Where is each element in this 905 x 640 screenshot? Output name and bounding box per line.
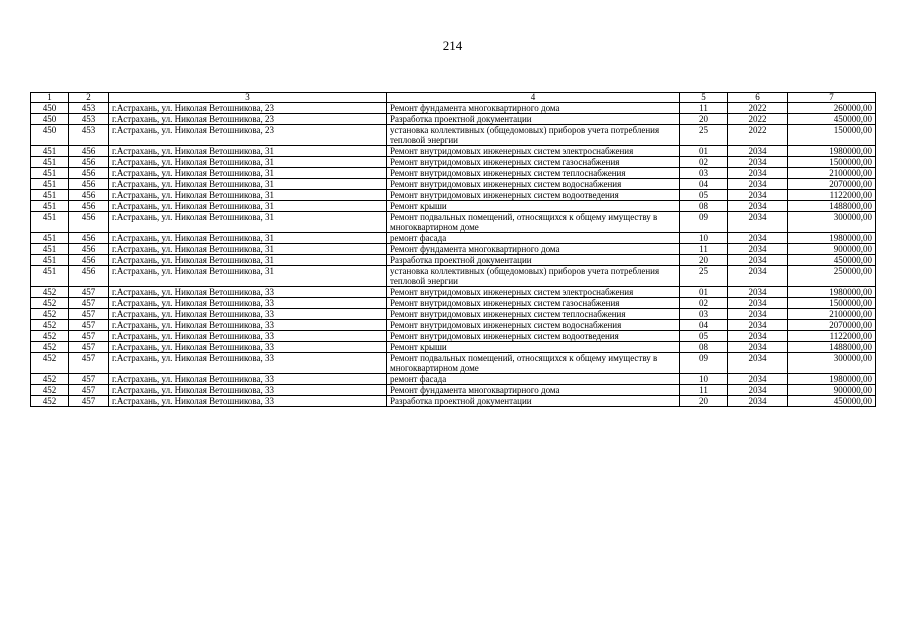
row-number-cell: 452: [31, 396, 69, 407]
row-number-cell: 452: [31, 342, 69, 353]
table-row: [31, 201, 876, 212]
address-cell: г.Астрахань, ул. Николая Ветошникова, 31: [109, 179, 387, 190]
work-code-cell: 11: [680, 385, 728, 396]
cost-cell: 300000,00: [788, 212, 876, 233]
work-code-cell: 10: [680, 374, 728, 385]
cost-cell: 450000,00: [788, 396, 876, 407]
work-code-cell: 04: [680, 179, 728, 190]
row-number-cell: 452: [31, 320, 69, 331]
house-id-cell: 456: [69, 190, 109, 201]
year-cell: 2034: [728, 396, 788, 407]
row-number-cell: 451: [31, 212, 69, 233]
work-type-cell: Ремонт внутридомовых инженерных систем водоснабжения: [387, 320, 680, 331]
table-row: [31, 298, 876, 309]
year-cell: 2034: [728, 320, 788, 331]
address-cell: г.Астрахань, ул. Николая Ветошникова, 31: [109, 157, 387, 168]
table-row: [31, 287, 876, 298]
cost-cell: 2100000,00: [788, 309, 876, 320]
col-work-code-header: 5: [680, 93, 728, 103]
work-type-cell: Ремонт фундамента многоквартирного дома: [387, 103, 680, 114]
year-cell: 2034: [728, 233, 788, 244]
row-number-cell: 451: [31, 179, 69, 190]
cost-cell: 2100000,00: [788, 168, 876, 179]
work-type-cell: Ремонт внутридомовых инженерных систем водоснабжения: [387, 179, 680, 190]
row-number-cell: 452: [31, 309, 69, 320]
work-type-cell: Ремонт внутридомовых инженерных систем газоснабжения: [387, 298, 680, 309]
year-cell: 2034: [728, 266, 788, 287]
work-type-cell: Ремонт внутридомовых инженерных систем водоотведения: [387, 331, 680, 342]
work-type-cell: Разработка проектной документации: [387, 396, 680, 407]
house-id-cell: 457: [69, 374, 109, 385]
table-row: [31, 103, 876, 114]
house-id-cell: 453: [69, 103, 109, 114]
table-row: [31, 179, 876, 190]
table-row: [31, 385, 876, 396]
work-type-cell: Ремонт внутридомовых инженерных систем электроснабжения: [387, 287, 680, 298]
cost-cell: 900000,00: [788, 244, 876, 255]
row-number-cell: 451: [31, 146, 69, 157]
address-cell: г.Астрахань, ул. Николая Ветошникова, 33: [109, 385, 387, 396]
table-row: [31, 353, 876, 374]
cost-cell: 450000,00: [788, 255, 876, 266]
year-cell: 2022: [728, 103, 788, 114]
work-code-cell: 25: [680, 125, 728, 146]
table-row: [31, 342, 876, 353]
work-code-cell: 11: [680, 244, 728, 255]
address-cell: г.Астрахань, ул. Николая Ветошникова, 23: [109, 125, 387, 146]
row-number-cell: 451: [31, 168, 69, 179]
table-row: [31, 168, 876, 179]
work-type-cell: установка коллективных (общедомовых) приборов учета потребления тепловой энергии: [387, 266, 680, 287]
row-number-cell: 450: [31, 103, 69, 114]
address-cell: г.Астрахань, ул. Николая Ветошникова, 31: [109, 233, 387, 244]
year-cell: 2034: [728, 157, 788, 168]
house-id-cell: 456: [69, 212, 109, 233]
cost-cell: 2070000,00: [788, 179, 876, 190]
year-cell: 2034: [728, 179, 788, 190]
year-cell: 2034: [728, 374, 788, 385]
year-cell: 2034: [728, 309, 788, 320]
work-code-cell: 03: [680, 168, 728, 179]
address-cell: г.Астрахань, ул. Николая Ветошникова, 31: [109, 212, 387, 233]
row-number-cell: 451: [31, 244, 69, 255]
address-cell: г.Астрахань, ул. Николая Ветошникова, 33: [109, 309, 387, 320]
address-cell: г.Астрахань, ул. Николая Ветошникова, 33: [109, 353, 387, 374]
work-code-cell: 01: [680, 287, 728, 298]
house-id-cell: 456: [69, 157, 109, 168]
address-cell: г.Астрахань, ул. Николая Ветошникова, 23: [109, 114, 387, 125]
house-id-cell: 456: [69, 266, 109, 287]
work-code-cell: 09: [680, 353, 728, 374]
house-id-cell: 453: [69, 114, 109, 125]
address-cell: г.Астрахань, ул. Николая Ветошникова, 31: [109, 244, 387, 255]
cost-cell: 1122000,00: [788, 331, 876, 342]
house-id-cell: 456: [69, 146, 109, 157]
year-cell: 2022: [728, 125, 788, 146]
house-id-cell: 457: [69, 309, 109, 320]
work-type-cell: Ремонт крыши: [387, 201, 680, 212]
address-cell: г.Астрахань, ул. Николая Ветошникова, 33: [109, 320, 387, 331]
work-code-cell: 11: [680, 103, 728, 114]
year-cell: 2034: [728, 342, 788, 353]
table-row: [31, 374, 876, 385]
row-number-cell: 451: [31, 255, 69, 266]
address-cell: г.Астрахань, ул. Николая Ветошникова, 33: [109, 396, 387, 407]
year-cell: 2034: [728, 287, 788, 298]
work-type-cell: Ремонт подвальных помещений, относящихся к общему имуществу в многоквартирном доме: [387, 353, 680, 374]
col-cost-header: 7: [788, 93, 876, 103]
row-number-cell: 451: [31, 266, 69, 287]
year-cell: 2034: [728, 385, 788, 396]
work-code-cell: 02: [680, 298, 728, 309]
cost-cell: 1500000,00: [788, 298, 876, 309]
col-row-number-header: 1: [31, 93, 69, 103]
address-cell: г.Астрахань, ул. Николая Ветошникова, 33: [109, 342, 387, 353]
col-house-id-header: 2: [69, 93, 109, 103]
cost-cell: 1980000,00: [788, 233, 876, 244]
row-number-cell: 452: [31, 374, 69, 385]
cost-cell: 1980000,00: [788, 287, 876, 298]
year-cell: 2034: [728, 168, 788, 179]
table-row: [31, 190, 876, 201]
house-id-cell: 457: [69, 287, 109, 298]
address-cell: г.Астрахань, ул. Николая Ветошникова, 31: [109, 255, 387, 266]
work-code-cell: 03: [680, 309, 728, 320]
row-number-cell: 452: [31, 385, 69, 396]
row-number-cell: 450: [31, 114, 69, 125]
table-row: [31, 157, 876, 168]
year-cell: 2034: [728, 201, 788, 212]
cost-cell: 1980000,00: [788, 374, 876, 385]
house-id-cell: 457: [69, 320, 109, 331]
header-row: [31, 93, 876, 103]
year-cell: 2034: [728, 298, 788, 309]
address-cell: г.Астрахань, ул. Николая Ветошникова, 23: [109, 103, 387, 114]
row-number-cell: 452: [31, 331, 69, 342]
work-type-cell: Ремонт внутридомовых инженерных систем водоотведения: [387, 190, 680, 201]
table-row: [31, 125, 876, 146]
row-number-cell: 451: [31, 190, 69, 201]
house-id-cell: 456: [69, 233, 109, 244]
cost-cell: 250000,00: [788, 266, 876, 287]
row-number-cell: 450: [31, 125, 69, 146]
work-code-cell: 08: [680, 342, 728, 353]
house-id-cell: 456: [69, 244, 109, 255]
year-cell: 2034: [728, 255, 788, 266]
work-code-cell: 25: [680, 266, 728, 287]
work-code-cell: 20: [680, 114, 728, 125]
work-code-cell: 20: [680, 255, 728, 266]
work-type-cell: Ремонт крыши: [387, 342, 680, 353]
cost-cell: 1488000,00: [788, 201, 876, 212]
house-id-cell: 456: [69, 255, 109, 266]
work-code-cell: 08: [680, 201, 728, 212]
house-id-cell: 457: [69, 342, 109, 353]
house-id-cell: 456: [69, 168, 109, 179]
address-cell: г.Астрахань, ул. Николая Ветошникова, 31: [109, 168, 387, 179]
table-row: [31, 331, 876, 342]
row-number-cell: 451: [31, 157, 69, 168]
page-number: 214: [442, 38, 463, 53]
table-row: [31, 320, 876, 331]
work-code-cell: 20: [680, 396, 728, 407]
address-cell: г.Астрахань, ул. Николая Ветошникова, 31: [109, 146, 387, 157]
row-number-cell: 452: [31, 298, 69, 309]
work-type-cell: Ремонт внутридомовых инженерных систем теплоснабжения: [387, 309, 680, 320]
cost-cell: 450000,00: [788, 114, 876, 125]
address-cell: г.Астрахань, ул. Николая Ветошникова, 33: [109, 287, 387, 298]
table-row: [31, 266, 876, 287]
work-type-cell: Ремонт фундамента многоквартирного дома: [387, 244, 680, 255]
address-cell: г.Астрахань, ул. Николая Ветошникова, 33: [109, 331, 387, 342]
work-type-cell: установка коллективных (общедомовых) приборов учета потребления тепловой энергии: [387, 125, 680, 146]
work-type-cell: Разработка проектной документации: [387, 255, 680, 266]
cost-cell: 1488000,00: [788, 342, 876, 353]
table-row: [31, 114, 876, 125]
table-row: [31, 255, 876, 266]
cost-cell: 1122000,00: [788, 190, 876, 201]
house-id-cell: 456: [69, 179, 109, 190]
house-id-cell: 457: [69, 396, 109, 407]
address-cell: г.Астрахань, ул. Николая Ветошникова, 33: [109, 298, 387, 309]
row-number-cell: 452: [31, 353, 69, 374]
cost-cell: 2070000,00: [788, 320, 876, 331]
row-number-cell: 451: [31, 233, 69, 244]
year-cell: 2034: [728, 353, 788, 374]
work-code-cell: 01: [680, 146, 728, 157]
col-year-header: 6: [728, 93, 788, 103]
year-cell: 2034: [728, 244, 788, 255]
address-cell: г.Астрахань, ул. Николая Ветошникова, 31: [109, 266, 387, 287]
col-address-header: 3: [109, 93, 387, 103]
house-id-cell: 457: [69, 385, 109, 396]
work-type-cell: Ремонт внутридомовых инженерных систем электроснабжения: [387, 146, 680, 157]
work-code-cell: 10: [680, 233, 728, 244]
house-id-cell: 457: [69, 353, 109, 374]
table-row: [31, 244, 876, 255]
house-id-cell: 457: [69, 331, 109, 342]
table-header: [31, 93, 876, 103]
work-type-cell: Ремонт фундамента многоквартирного дома: [387, 385, 680, 396]
table-row: [31, 212, 876, 233]
work-code-cell: 05: [680, 190, 728, 201]
year-cell: 2034: [728, 331, 788, 342]
cost-cell: 1980000,00: [788, 146, 876, 157]
table-row: [31, 309, 876, 320]
table-row: [31, 396, 876, 407]
year-cell: 2022: [728, 114, 788, 125]
address-cell: г.Астрахань, ул. Николая Ветошникова, 31: [109, 201, 387, 212]
work-type-cell: Разработка проектной документации: [387, 114, 680, 125]
year-cell: 2034: [728, 190, 788, 201]
work-code-cell: 04: [680, 320, 728, 331]
row-number-cell: 451: [31, 201, 69, 212]
table-row: [31, 146, 876, 157]
work-code-cell: 05: [680, 331, 728, 342]
work-code-cell: 09: [680, 212, 728, 233]
house-id-cell: 453: [69, 125, 109, 146]
work-type-cell: ремонт фасада: [387, 233, 680, 244]
work-type-cell: Ремонт подвальных помещений, относящихся к общему имуществу в многоквартирном доме: [387, 212, 680, 233]
work-type-cell: ремонт фасада: [387, 374, 680, 385]
work-type-cell: Ремонт внутридомовых инженерных систем теплоснабжения: [387, 168, 680, 179]
house-id-cell: 457: [69, 298, 109, 309]
works-table: [30, 92, 876, 407]
work-type-cell: Ремонт внутридомовых инженерных систем газоснабжения: [387, 157, 680, 168]
cost-cell: 900000,00: [788, 385, 876, 396]
cost-cell: 1500000,00: [788, 157, 876, 168]
cost-cell: 150000,00: [788, 125, 876, 146]
address-cell: г.Астрахань, ул. Николая Ветошникова, 31: [109, 190, 387, 201]
cost-cell: 300000,00: [788, 353, 876, 374]
house-id-cell: 456: [69, 201, 109, 212]
col-work-type-header: 4: [387, 93, 680, 103]
work-code-cell: 02: [680, 157, 728, 168]
year-cell: 2034: [728, 212, 788, 233]
year-cell: 2034: [728, 146, 788, 157]
address-cell: г.Астрахань, ул. Николая Ветошникова, 33: [109, 374, 387, 385]
table-row: [31, 233, 876, 244]
row-number-cell: 452: [31, 287, 69, 298]
cost-cell: 260000,00: [788, 103, 876, 114]
table-body: [31, 103, 876, 407]
